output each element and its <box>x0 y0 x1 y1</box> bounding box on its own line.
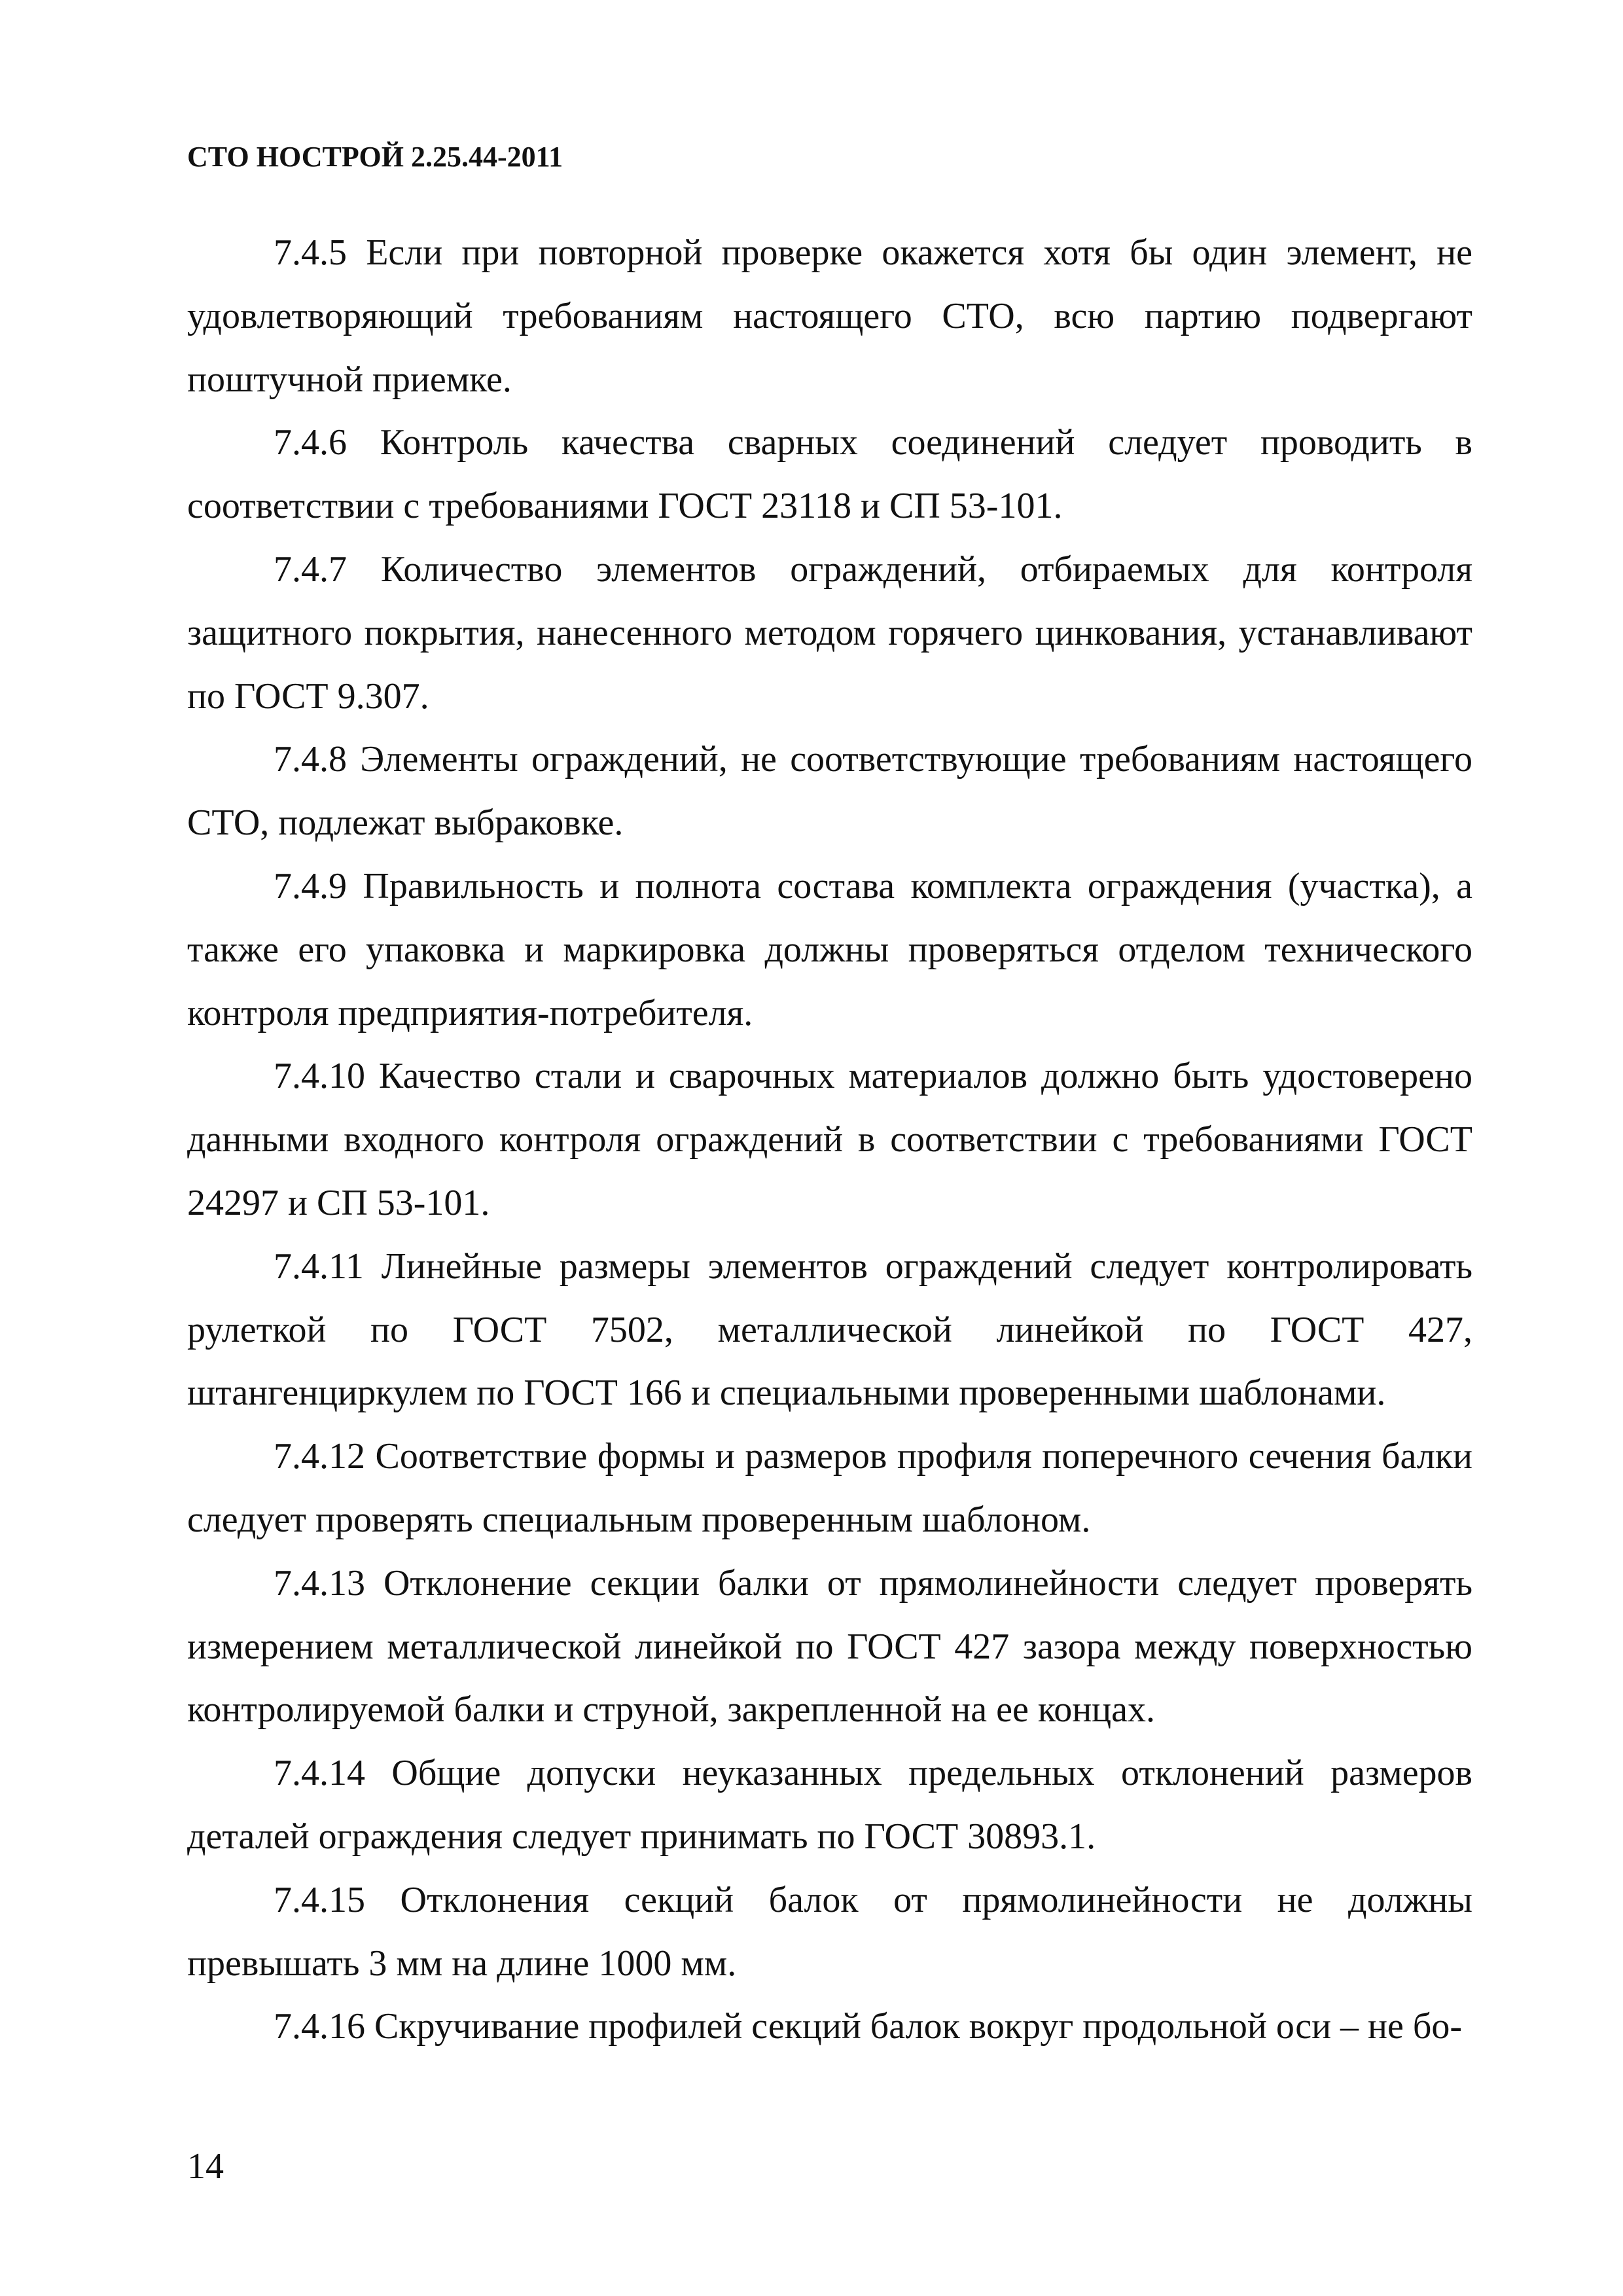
paragraph-7-4-7: 7.4.7 Количество элементов ограждений, отбираемых для контроля защитного покрытия, нанесенного методом горячего цинкования, устанавливают по ГОСТ 9.307. <box>187 548 1472 717</box>
paragraph-7-4-8: 7.4.8 Элементы ограждений, не соответствующие требованиям настоящего СТО, подлежат выбраковке. <box>187 739 1472 844</box>
document-header: СТО НОСТРОЙ 2.25.44-2011 <box>187 141 563 173</box>
paragraph-7-4-13: 7.4.13 Отклонение секции балки от прямолинейности следует проверять измерением металлической линейкой по ГОСТ 427 зазора между поверхностью контролируемой балки и струной, закрепленной на ее концах. <box>187 1562 1472 1731</box>
paragraph-7-4-10: 7.4.10 Качество стали и сварочных материалов должно быть удостоверено данными входного контроля ограждений в соответствии с требованиями ГОСТ 24297 и СП 53-101. <box>187 1056 1472 1223</box>
paragraph-7-4-12: 7.4.12 Соответствие формы и размеров профиля поперечного сечения балки следует проверять специальным проверенным шаблоном. <box>187 1436 1472 1540</box>
paragraph-7-4-16: 7.4.16 Скручивание профилей секций балок вокруг продольной оси – не бо- <box>274 2006 1463 2047</box>
paragraph-7-4-15: 7.4.15 Отклонения секций балок от прямолинейности не должны превышать 3 мм на длине 1000 мм. <box>187 1879 1472 1984</box>
paragraph-7-4-9: 7.4.9 Правильность и полнота состава комплекта ограждения (участка), а также его упаковка и маркировка должны проверяться отделом технического контроля предприятия-потребителя. <box>187 865 1472 1033</box>
page-number: 14 <box>187 2146 224 2187</box>
paragraph-7-4-5: 7.4.5 Если при повторной проверке окажется хотя бы один элемент, не удовлетворяющий требованиям настоящего СТО, всю партию подвергают поштучной приемке. <box>187 232 1472 400</box>
paragraph-7-4-6: 7.4.6 Контроль качества сварных соединений следует проводить в соответствии с требованиями ГОСТ 23118 и СП 53-101. <box>187 422 1472 527</box>
paragraph-7-4-14: 7.4.14 Общие допуски неуказанных предельных отклонений размеров деталей ограждения следует принимать по ГОСТ 30893.1. <box>187 1753 1472 1857</box>
document-body <box>187 221 1472 2058</box>
paragraph-7-4-11: 7.4.11 Линейные размеры элементов ограждений следует контролировать рулеткой по ГОСТ 7502, металлической линейкой по ГОСТ 427, штангенциркулем по ГОСТ 166 и специальными проверенными шаблонами. <box>187 1246 1472 1414</box>
